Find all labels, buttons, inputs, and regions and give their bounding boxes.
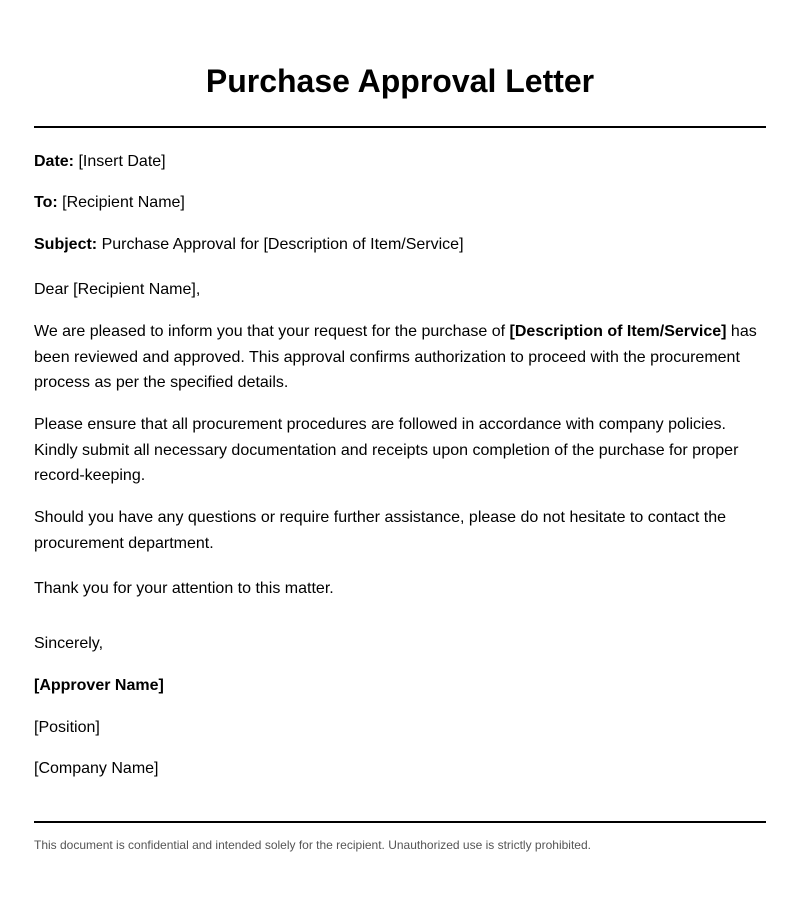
p1-item-description: [Description of Item/Service]: [509, 323, 727, 340]
approver-name: [Approver Name]: [34, 677, 164, 694]
header-divider: [34, 126, 766, 128]
approver-position: [Position]: [34, 719, 100, 736]
body-paragraph-2: Please ensure that all procurement procedures are followed in accordance with company policies. Kindly submit all necessary documentation and receipts upon completion of the purchase for proper record-keeping.: [34, 416, 739, 484]
to-line: [34, 190, 766, 216]
salutation: Dear [Recipient Name],: [34, 281, 201, 298]
subject-line: [34, 232, 766, 258]
sign-off: Sincerely,: [34, 635, 104, 652]
subject-value: Purchase Approval for [Description of Item/Service]: [101, 236, 464, 253]
confidentiality-footer: This document is confidential and intended solely for the recipient. Unauthorized use is strictly prohibited.: [34, 838, 591, 852]
date-label: Date:: [34, 153, 75, 170]
footer-divider: [34, 821, 766, 823]
body-paragraph-1: [34, 319, 766, 396]
to-value: [Recipient Name]: [62, 194, 185, 211]
company-name: [Company Name]: [34, 760, 159, 777]
date-line: [34, 149, 766, 175]
body-paragraph-3: Should you have any questions or require further assistance, please do not hesitate to contact the procurement department.: [34, 509, 726, 552]
page-title: Purchase Approval Letter: [205, 63, 595, 99]
subject-label: Subject:: [34, 236, 98, 253]
date-value: [Insert Date]: [78, 153, 166, 170]
body-paragraph-4: Thank you for your attention to this matter.: [34, 580, 334, 597]
p1-text-after: has been reviewed and approved. This approval confirms authorization to proceed with the procurement process as per the specified details.: [34, 323, 757, 391]
to-label: To:: [34, 194, 58, 211]
p1-text-before: We are pleased to inform you that your request for the purchase of: [34, 323, 510, 340]
